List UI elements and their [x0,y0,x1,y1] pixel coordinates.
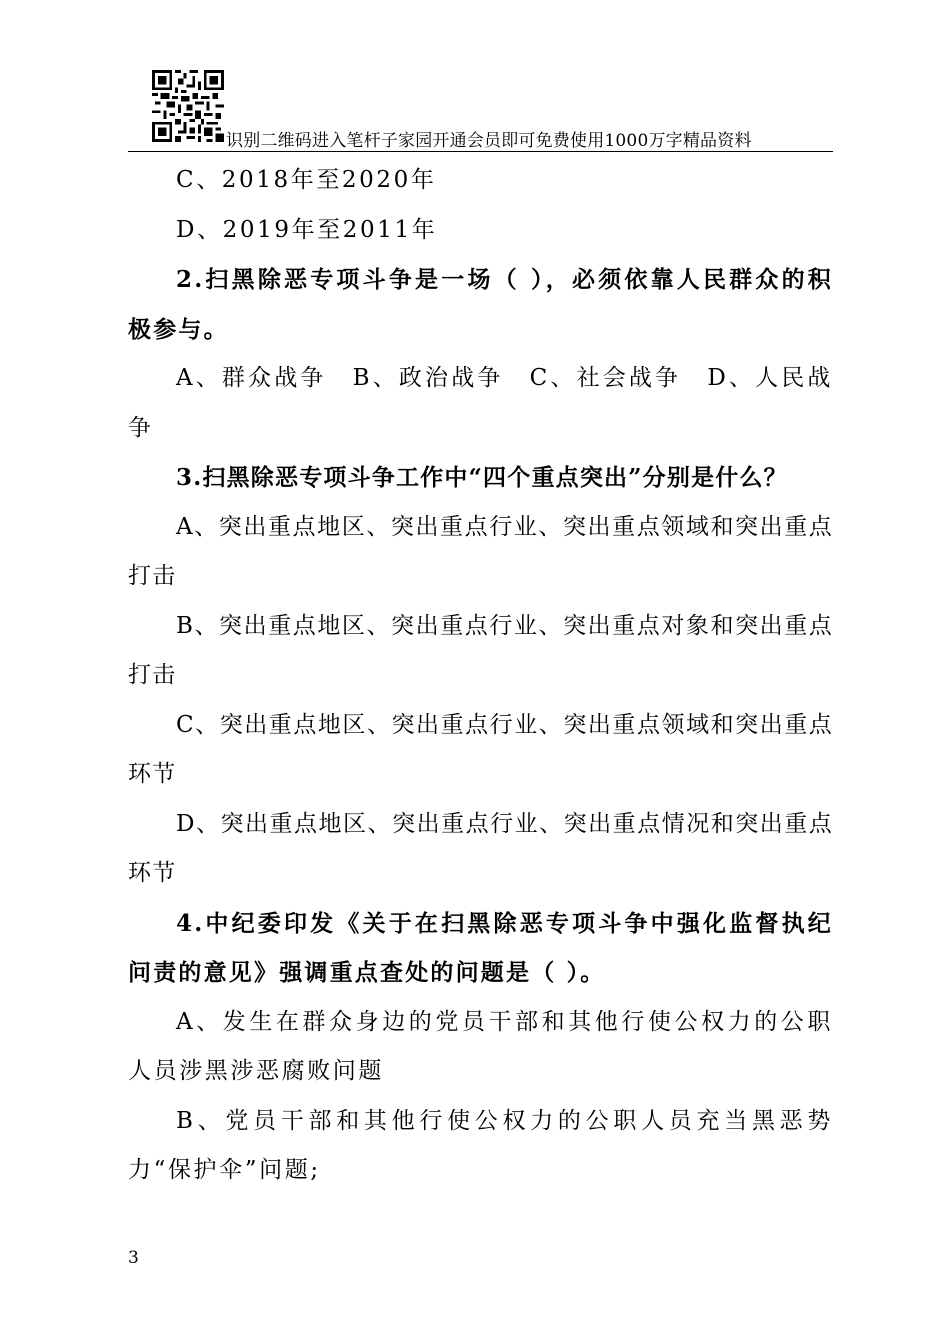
q1-option-c: C、2018年至2020年 [176,167,437,193]
question-4-option-b: B、党员干部和其他行使公权力的公职人员充当黑恶势力“保护伞”问题; [128,1107,833,1183]
question-2-options: A、群众战争 B、政治战争 C、社会战争 D、人民战争 [128,365,833,441]
header-promo-text: 识别二维码进入笔杆子家园开通会员即可免费使用1000万字精品资料 [226,131,752,151]
question-2: 2.扫黑除恶专项斗争是一场（ ），必须依靠人民群众的积极参与。 [128,266,833,343]
header-divider [128,151,833,152]
question-3-option-d: D、突出重点地区、突出重点行业、突出重点情况和突出重点环节 [128,810,833,886]
question-3-option-b: B、突出重点地区、突出重点行业、突出重点对象和突出重点打击 [128,612,833,688]
question-3: 3.扫黑除恶专项斗争工作中“四个重点突出”分别是什么？ [176,464,788,491]
page-number: 3 [128,1248,139,1268]
question-4: 4.中纪委印发《关于在扫黑除恶专项斗争中强化监督执纪问责的意见》强调重点查处的问题是（ ）。 [128,909,833,986]
qr-code-icon [152,70,224,142]
question-4-option-a: A、发生在群众身边的党员干部和其他行使公权力的公职人员涉黑涉恶腐败问题 [128,1008,833,1084]
question-3-option-a: A、突出重点地区、突出重点行业、突出重点领域和突出重点打击 [128,513,833,589]
q1-option-d: D、2019年至2011年 [176,216,438,243]
document-body [128,156,833,1196]
question-3-option-c: C、突出重点地区、突出重点行业、突出重点领域和突出重点环节 [128,711,833,787]
